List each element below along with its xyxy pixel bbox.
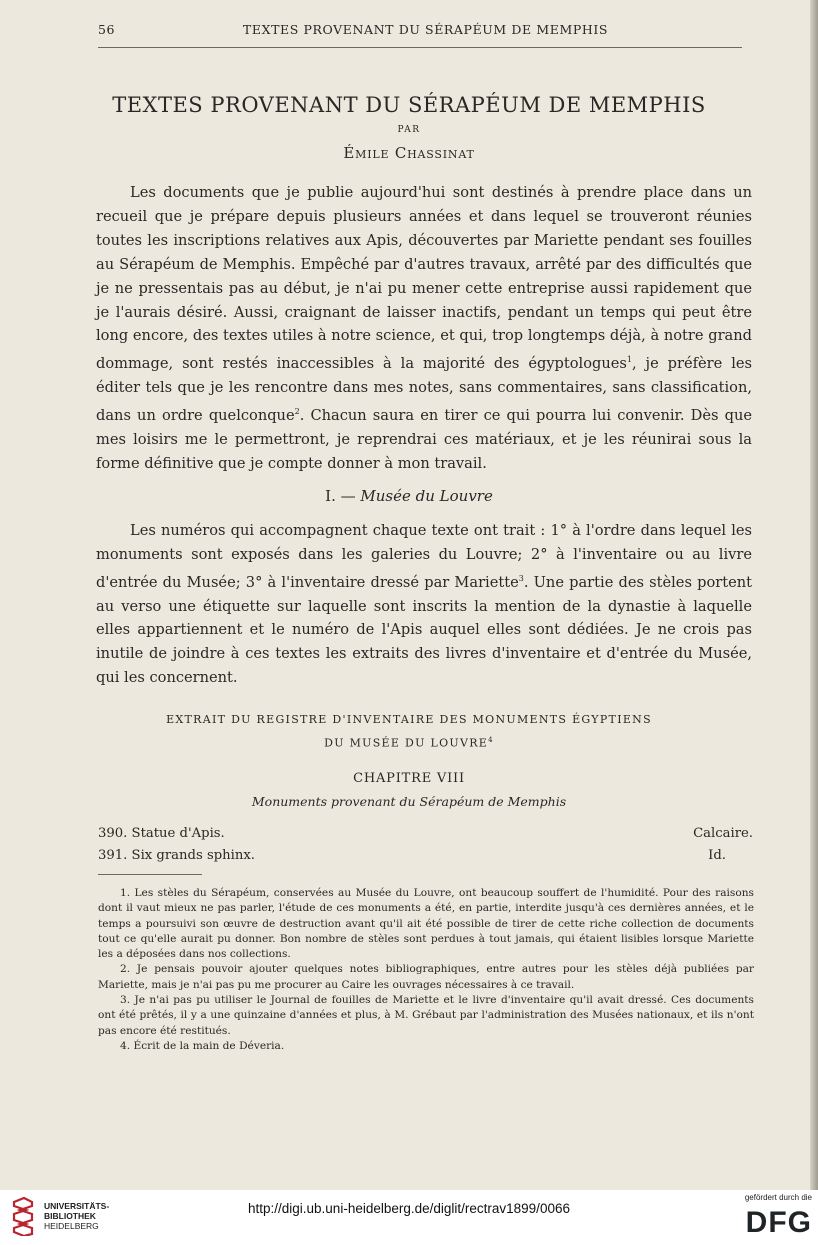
permalink-url[interactable]: http://digi.ub.uni-heidelberg.de/diglit/rectrav1899/0066 (248, 1201, 570, 1216)
intro-text-a: Les documents que je publie aujourd'hui sont destinés à prendre place dans un recueil que je prépare depuis plusieurs années et dans lequel se trouveront réunies toutes les inscriptions relatives aux Apis, découvertes par Mariette pendant ses fouilles au Sérapéum de Memphis. Empêché par d'autres travaux, arrêté par des difficultés que je ne pressentais pas au début, je n'ai pu mener cette entreprise aussi rapidement que je l'aurais désiré. Aussi, craignant de laisser inactifs, pendant un temps qui peut être long encore, des textes utiles à notre science, et qui, trop longtemps déjà, à notre grand dommage, sont restés inaccessibles à la majorité des égyptologues (96, 184, 752, 373)
footnote-ref-2[interactable]: 2 (294, 407, 300, 417)
item-label: 391. Six grands sphinx. (98, 848, 255, 863)
louvre-text-b: . Une partie des stèles portent au verso une étiquette sur laquelle sont inscrits la mention de la dynastie à laquelle elles appartiennent et le numéro de l'Apis auquel elles sont dédiées. Je ne crois pas inutile de joindre à ces textes les extraits des livres d'inventaire et d'entrée du Musée, qui les concernent. (96, 573, 752, 687)
footnote-1: 1. Les stèles du Sérapéum, conservées au Musée du Louvre, ont beaucoup souffert de l'humidité. Pour des raisons dont il vaut mieux ne pas parler, l'étude de ces monuments a été, en partie, interdite jusqu'à ces dernières années, et le temps a poursuivi son œuvre de destruction avant qu'il ait été possible de tirer de cette riche collection de documents tout ce qu'elle aurait pu donner. Bon nombre de stèles sont perdues à tout jamais, qui étaient lisibles lorsque Mariette les a déposées dans nos collections. (98, 887, 754, 961)
viewer-footer-bar (0, 1190, 818, 1245)
footnote-ref-3[interactable]: 3 (518, 573, 524, 583)
running-title: TEXTES PROVENANT DU SÉRAPÉUM DE MEMPHIS (242, 22, 609, 37)
library-name-line3: HEIDELBERG (44, 1221, 99, 1231)
louvre-paragraph (96, 519, 752, 690)
register-heading (0, 710, 818, 754)
item-label: 390. Statue d'Apis. (98, 826, 225, 841)
page-number: 56 (98, 22, 116, 37)
intro-text-b: , je préfère les éditer tels que je les rencontre dans mes notes, sans commentaires, sans classification, dans un ordre quelconque (96, 355, 752, 424)
footnote-3: 3. Je n'ai pas pu utiliser le Journal de fouilles de Mariette et le livre d'inventaire qu'il avait dressé. Ces documents ont été prêtés, il y a une quinzaine d'années et plus, à M. Grébaut par l'administration des Musées nationaux, et ils n'ont pas encore été restitués. (98, 994, 754, 1037)
chapter-title: CHAPITRE VIII (353, 771, 465, 786)
section-numeral: I. — (325, 487, 361, 505)
byline-par: PAR (397, 125, 421, 135)
chapter-subtitle: Monuments provenant du Sérapéum de Memphis (251, 794, 567, 809)
footnotes (98, 886, 754, 1054)
intro-paragraph (96, 181, 752, 476)
register-heading-line2 (0, 730, 818, 754)
section-heading (0, 487, 818, 505)
inventory-item (98, 826, 753, 846)
author-name: Émile Chassinat (343, 144, 475, 162)
section-title: Musée du Louvre (360, 487, 493, 505)
footnote-4: 4. Écrit de la main de Déveria. (120, 1039, 285, 1052)
louvre-text-a: Les numéros qui accompagnent chaque texte ont trait : 1° à l'ordre dans lequel les monuments sont exposés dans les galeries du Louvre; 2° à l'inventaire ou au livre d'entrée du Musée; 3° à l'inventaire dressé par Mariette (96, 522, 752, 591)
footnote-rule (98, 874, 202, 875)
intro-text-c: . Chacun saura en tirer ce qui pourra lui convenir. Dès que mes loisirs me le permettront, je reprendrai ces matériaux, et je les réunirai sous la forme définitive que je compte donner à mon travail. (96, 406, 752, 472)
dfg-logo[interactable]: DFG (745, 1206, 812, 1239)
footnote-ref-1[interactable]: 1 (626, 355, 632, 365)
register-heading-line2-text: DU MUSÉE DU LOUVRE (324, 736, 489, 750)
register-heading-line1: EXTRAIT DU REGISTRE D'INVENTAIRE DES MONUMENTS ÉGYPTIENS (166, 713, 652, 726)
running-head (98, 22, 753, 42)
footnote-2: 2. Je pensais pouvoir ajouter quelques notes bibliographiques, entre autres pour les stèles déjà publiées par Mariette, mais je n'ai pas pu me procurer au Caire les ouvrages nécessaires à ce travail. (98, 963, 754, 991)
sponsor-label: gefördert durch die (744, 1193, 812, 1202)
page-edge-shadow (810, 0, 818, 1190)
header-rule (98, 47, 742, 48)
item-material: Id. (708, 848, 726, 863)
article-title: TEXTES PROVENANT DU SÉRAPÉUM DE MEMPHIS (112, 93, 706, 117)
library-name-line2: BIBLIOTHEK (44, 1211, 96, 1221)
footnote-ref-4[interactable]: 4 (488, 736, 494, 744)
inventory-item (98, 848, 753, 868)
item-material: Calcaire. (693, 826, 753, 841)
library-name-line1: UNIVERSITÄTS- (44, 1201, 110, 1211)
